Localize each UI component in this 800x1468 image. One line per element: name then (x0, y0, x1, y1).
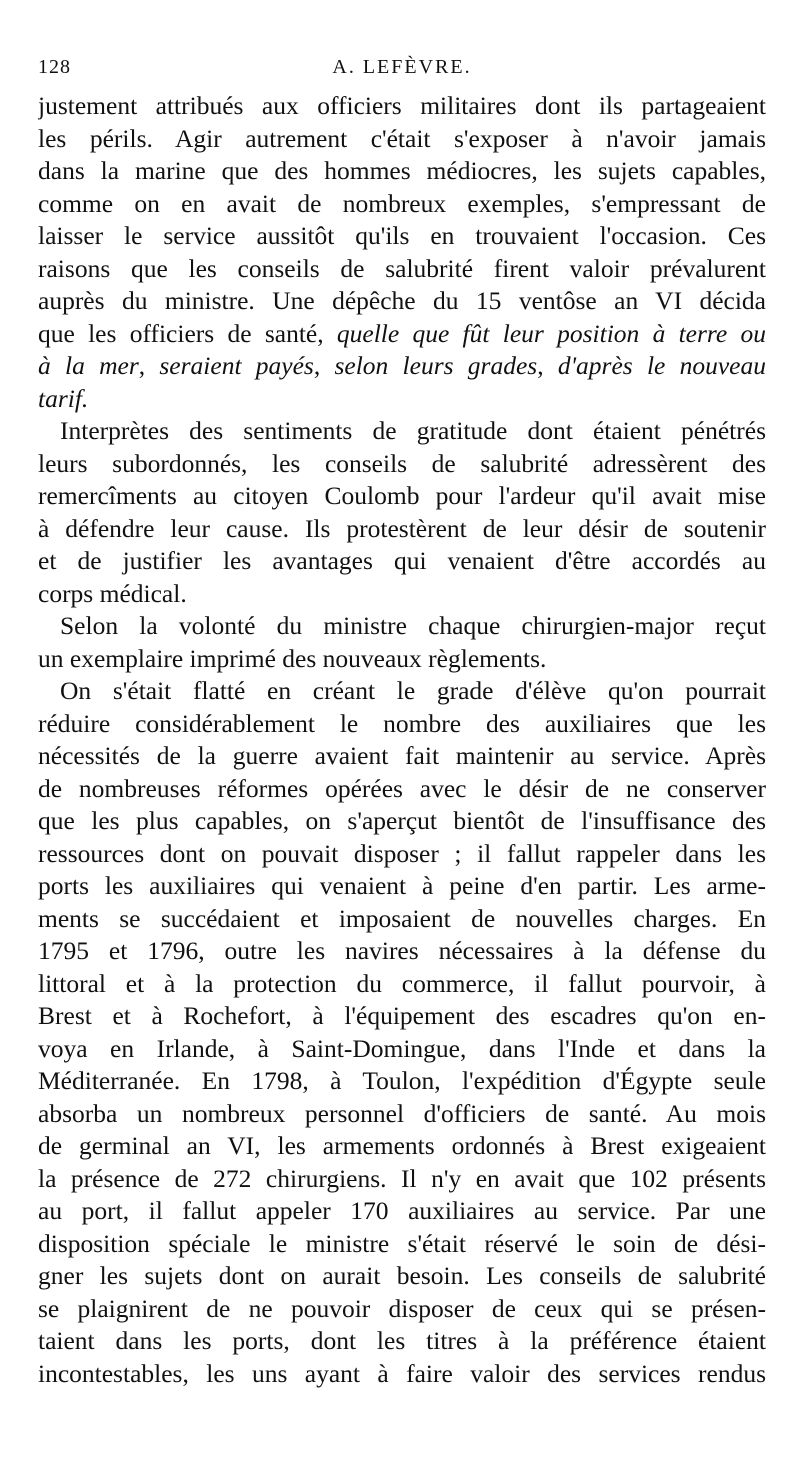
text-line: 1795 et 1796, outre les navires nécessaires à la défense du (38, 936, 766, 965)
italic-span: tarif. (38, 383, 89, 413)
text-line: les périls. Agir autrement c'était s'exposer à n'avoir jamais (38, 123, 766, 153)
paragraph (38, 675, 766, 1390)
text-line: Interprètes des sentiments de gratitude dont étaient pénétrés (60, 416, 766, 445)
text-line: gner les sujets dont on aurait besoin. Les conseils de salubrité (38, 1261, 766, 1290)
text-line: la présence de 272 chirurgiens. Il n'y en avait que 102 présents (38, 1163, 766, 1193)
text-line: et de justifier les avantages qui venaient d'être accordés au (38, 546, 766, 575)
text-line: de nombreuses réformes opérées avec le désir de ne conserver (38, 773, 766, 803)
running-title: A. LEFÈVRE. (332, 56, 472, 78)
text-line: auprès du ministre. Une dépêche du 15 ventôse an VI décida (38, 286, 766, 315)
text-line: de germinal an VI, les armements ordonnés à Brest exigeaient (38, 1131, 766, 1160)
text-line: ressources dont on pouvait disposer ; il fallut rappeler dans les (38, 838, 766, 868)
text-line: à défendre leur cause. Ils protestèrent de leur désir de soutenir (38, 513, 766, 543)
text-line: taient dans les ports, dont les titres à la préférence étaient (38, 1326, 766, 1355)
running-head (38, 56, 766, 90)
text-line (38, 383, 766, 416)
text-line: Brest et à Rochefort, à l'équipement des escadres qu'on en- (38, 1001, 766, 1030)
text-line: laisser le service aussitôt qu'ils en trouvaient l'occasion. Ces (38, 221, 766, 250)
text-line: On s'était flatté en créant le grade d'élève qu'on pourrait (60, 676, 766, 705)
text-line: au port, il fallut appeler 170 auxiliaires au service. Par une (38, 1196, 766, 1225)
text-line: se plaignirent de ne pouvoir disposer de ceux qui se présen- (38, 1293, 766, 1323)
paragraph (38, 415, 766, 610)
text-line: réduire considérablement le nombre des auxiliaires que les (38, 708, 766, 738)
italic-span: quelle que fût leur position à terre ou (336, 318, 766, 348)
text-line: incontestables, les uns ayant à faire valoir des services rendus (38, 1358, 766, 1388)
text-line: corps médical. (38, 578, 187, 608)
text-span: , (138, 351, 160, 380)
text-line: remercîments au citoyen Coulomb pour l'ardeur qu'il avait mise (38, 481, 766, 510)
body-text (38, 90, 766, 1390)
text-line: absorba un nombreux personnel d'officiers de santé. Au mois (38, 1098, 766, 1128)
text-line: comme on en avait de nombreux exemples, s'empressant de (38, 188, 766, 218)
text-line: leurs subordonnés, les conseils de salubrité adressèrent des (38, 448, 766, 478)
text-line: ments se succédaient et imposaient de nouvelles charges. En (38, 903, 766, 933)
text-line: voya en Irlande, à Saint-Domingue, dans l'Inde et dans la (38, 1033, 766, 1063)
paragraph (38, 610, 766, 675)
page-number: 128 (38, 56, 71, 78)
text-line: Selon la volonté du ministre chaque chirurgien-major reçut (60, 611, 766, 640)
italic-span: d'après le nouveau (557, 351, 766, 380)
text-line: raisons que les conseils de salubrité firent valoir prévalurent (38, 253, 766, 283)
italic-span: seraient payés (159, 351, 314, 380)
text-line: Méditerranée. En 1798, à Toulon, l'expédition d'Égypte seule (38, 1066, 766, 1095)
text-span: que les officiers de santé, (38, 318, 337, 348)
text-line: ports les auxiliaires qui venaient à peine d'en partir. Les arme- (38, 871, 766, 900)
text-line: justement attribués aux officiers militaires dont ils partageaient (38, 91, 766, 120)
text-line (38, 350, 766, 383)
text-span: , (537, 351, 558, 380)
text-line: que les plus capables, on s'aperçut bientôt de l'insuffisance des (38, 806, 766, 835)
text-span: , (313, 351, 335, 380)
text-line: littoral et à la protection du commerce, il fallut pourvoir, à (38, 968, 766, 998)
text-line: dans la marine que des hommes médiocres, les sujets capables, (38, 156, 766, 185)
italic-span: selon leurs grades (334, 351, 538, 380)
text-line (38, 318, 766, 351)
paragraph (38, 90, 766, 415)
text-line: un exemplaire imprimé des nouveaux règlements. (38, 643, 547, 673)
italic-span: à la mer (38, 351, 139, 380)
text-line: nécessités de la guerre avaient fait maintenir au service. Après (38, 741, 766, 770)
book-page (38, 56, 766, 1390)
text-line: disposition spéciale le ministre s'était réservé le soin de dési- (38, 1228, 766, 1258)
